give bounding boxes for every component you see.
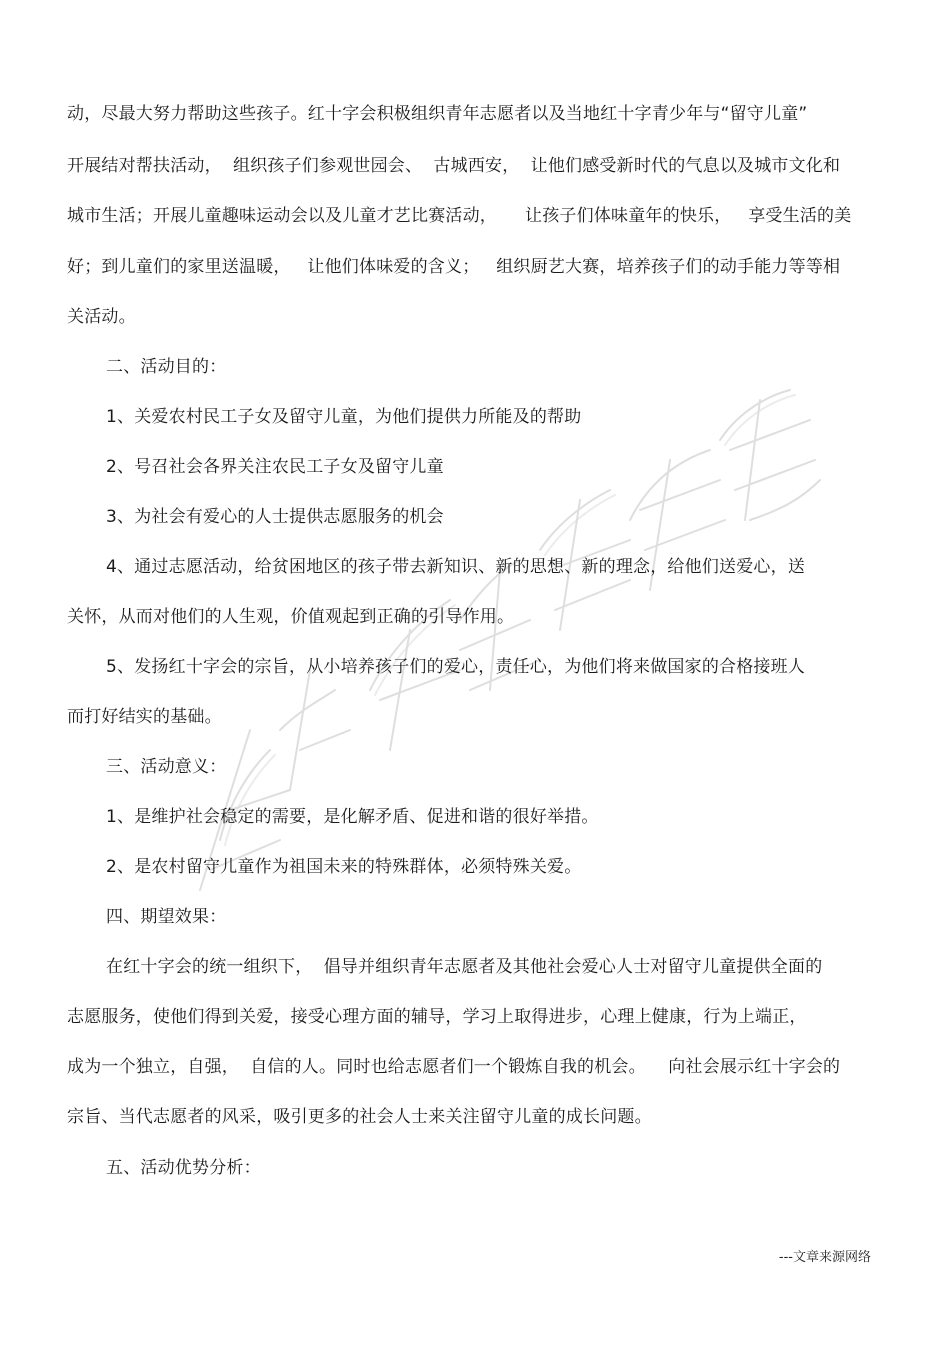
section-heading-advantage-analysis: 五、活动优势分析： <box>106 1158 261 1178</box>
list-item-continuation: 而打好结实的基础。 <box>67 707 222 727</box>
body-text-line: 成为一个独立，自强， 自信的人。同时也给志愿者们一个锻炼自我的机会。 向社会展示红十字会的 <box>67 1057 841 1077</box>
list-item: 2、号召社会各界关注农民工子女及留守儿童 <box>106 457 444 477</box>
body-text-line: 在红十字会的统一组织下， 倡导并组织青年志愿者及其他社会爱心人士对留守儿童提供全面的 <box>106 957 823 977</box>
watermark-graphic <box>160 370 860 930</box>
section-heading-purpose: 二、活动目的： <box>106 357 227 377</box>
body-text-line: 好；到儿童们的家里送温暖， 让他们体味爱的含义； 组织厨艺大赛，培养孩子们的动手能力等等相 <box>67 257 841 277</box>
list-item: 1、是维护社会稳定的需要，是化解矛盾、促进和谐的很好举措。 <box>106 807 599 827</box>
body-text-line: 宗旨、当代志愿者的风采，吸引更多的社会人士来关注留守儿童的成长问题。 <box>67 1107 652 1127</box>
section-heading-significance: 三、活动意义： <box>106 757 227 777</box>
source-footer: ---文章来源网络 <box>778 1250 871 1265</box>
body-text-line: 开展结对帮扶活动， 组织孩子们参观世园会、 古城西安， 让他们感受新时代的气息以及城市文化和 <box>67 156 841 176</box>
list-item: 5、发扬红十字会的宗旨，从小培养孩子们的爱心，责任心，为他们将来做国家的合格接班人 <box>106 657 806 677</box>
body-text-line: 关活动。 <box>67 307 136 327</box>
list-item: 3、为社会有爱心的人士提供志愿服务的机会 <box>106 507 444 527</box>
section-heading-expected-results: 四、期望效果： <box>106 907 227 927</box>
list-item: 2、是农村留守儿童作为祖国未来的特殊群体，必须特殊关爱。 <box>106 857 582 877</box>
body-text-line: 志愿服务，使他们得到关爱，接受心理方面的辅导，学习上取得进步，心理上健康，行为上端正， <box>67 1007 807 1027</box>
body-text-line: 城市生活；开展儿童趣味运动会以及儿童才艺比赛活动， 让孩子们体味童年的快乐， 享受生活的美 <box>67 206 852 226</box>
body-text-line: 动，尽最大努力帮助这些孩子。红十字会积极组织青年志愿者以及当地红十字青少年与“留守儿童” <box>67 104 808 124</box>
list-item: 4、通过志愿活动，给贫困地区的孩子带去新知识、新的思想、新的理念，给他们送爱心，送 <box>106 557 806 577</box>
list-item: 1、关爱农村民工子女及留守儿童，为他们提供力所能及的帮助 <box>106 407 582 427</box>
list-item-continuation: 关怀，从而对他们的人生观，价值观起到正确的引导作用。 <box>67 607 515 627</box>
